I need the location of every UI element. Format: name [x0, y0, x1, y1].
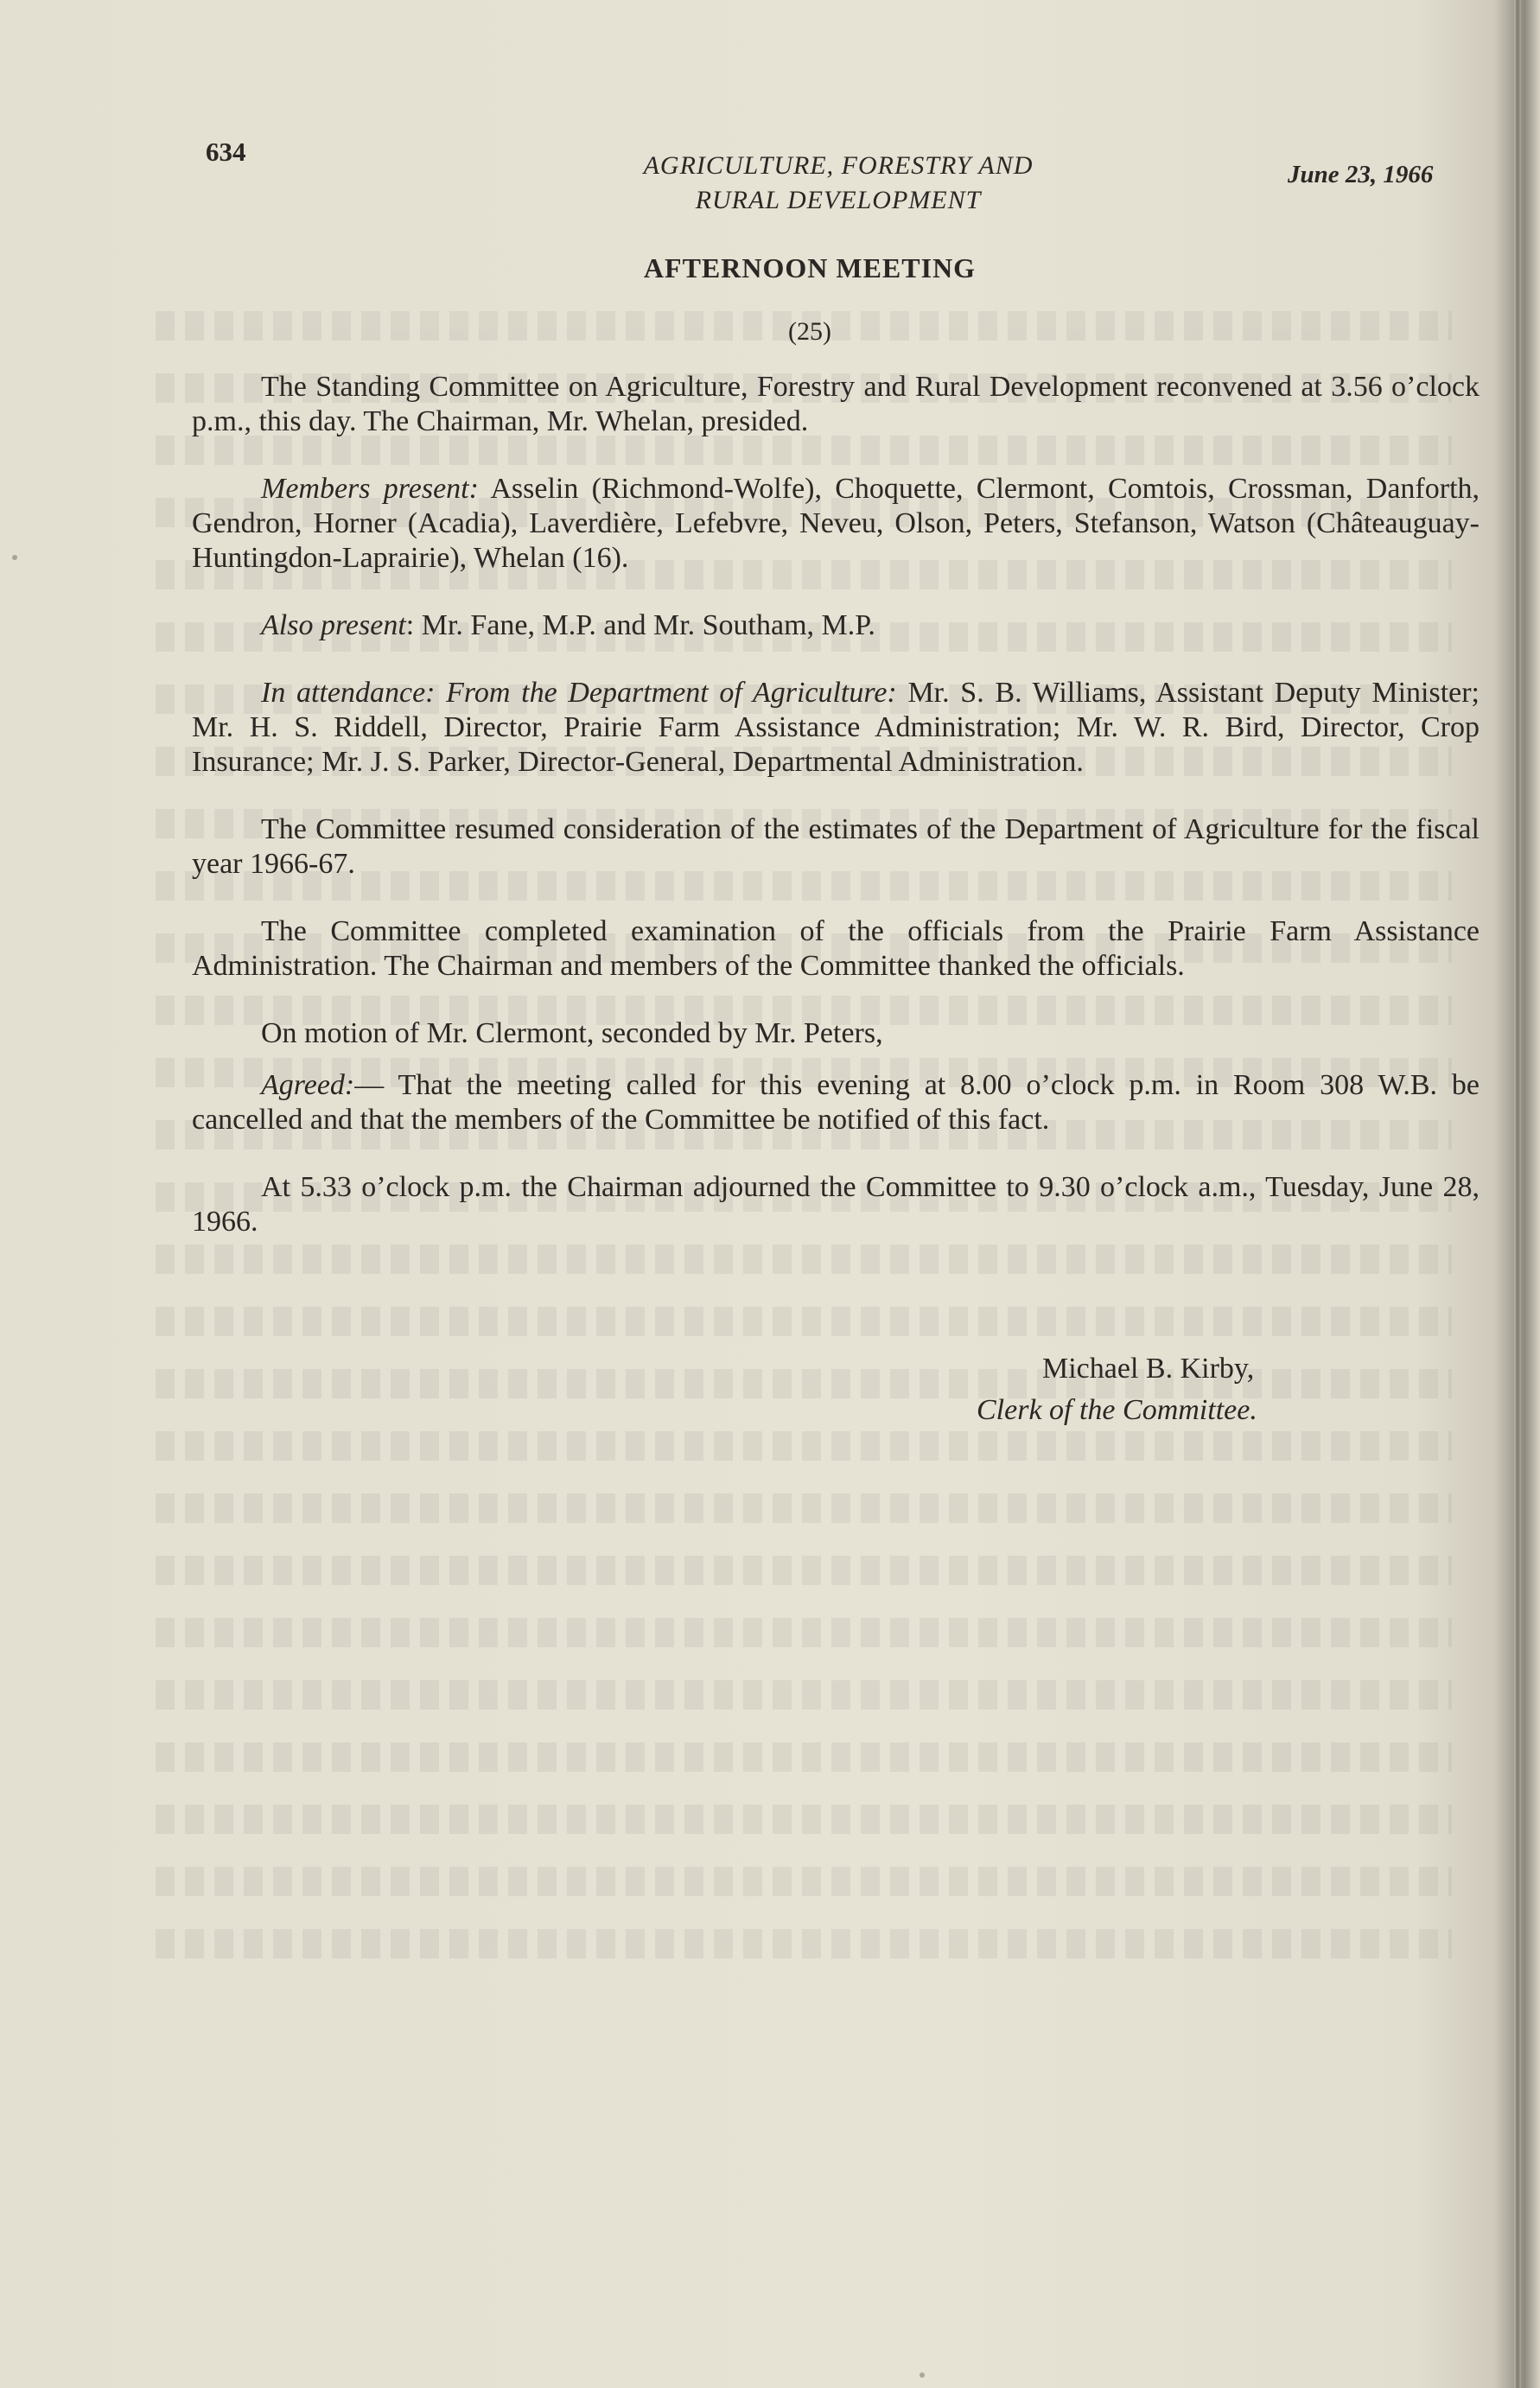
paper-speck — [920, 2372, 925, 2378]
paragraph-motion: On motion of Mr. Clermont, seconded by Mr. Peters, — [261, 1017, 883, 1049]
members-present-label: Members present: — [261, 473, 479, 505]
page-number: 634 — [206, 137, 246, 167]
page-header — [0, 130, 1540, 225]
running-title — [553, 149, 1123, 218]
paragraph-examination: The Committee completed examination of the officials from the Prairie Farm Assistance Administration. The Chairman and members of the Committee thanked the officials. — [192, 915, 1480, 982]
paragraph-agreed — [192, 1068, 1480, 1137]
agreed-label: Agreed: — [261, 1069, 355, 1101]
in-attendance-text: Mr. S. B. Williams, Assistant Deputy Minister; Mr. H. S. Riddell, Director, Prairie Farm Assistance Administration; Mr. W. R. Bird, Director, Crop Insurance; Mr. J. S. Parker, Director-General, Departmental Administration. — [192, 677, 1480, 778]
paragraph-reconvened: The Standing Committee on Agriculture, Forestry and Rural Development reconvened at 3.56 o’clock p.m., this day. The Chairman, Mr. Whelan, presided. — [192, 371, 1480, 437]
header-date: June 23, 1966 — [1288, 161, 1434, 188]
members-present-text: Asselin (Richmond-Wolfe), Choquette, Clermont, Comtois, Crossman, Danforth, Gendron, Horner (Acadia), Laverdière, Lefebvre, Neveu, Olson, Peters, Stefanson, Watson (Châteauguay-Huntingdon-Laprairie), Whelan (16). — [192, 473, 1480, 574]
running-title-line-1: AGRICULTURE, FORESTRY AND — [643, 151, 1034, 180]
paragraph-estimates: The Committee resumed consideration of the estimates of the Department of Agriculture for the fiscal year 1966-67. — [192, 813, 1480, 880]
paragraph-also-present — [192, 608, 1480, 643]
also-present-text: : Mr. Fane, M.P. and Mr. Southam, M.P. — [405, 609, 875, 641]
paragraph-members-present — [192, 472, 1480, 576]
meeting-number: (25) — [788, 317, 831, 346]
signature-block — [977, 1348, 1426, 1431]
paragraph-in-attendance — [192, 676, 1480, 780]
section-title: AFTERNOON MEETING — [643, 252, 977, 283]
clerk-title: Clerk of the Committee. — [977, 1394, 1257, 1426]
also-present-label: Also present — [261, 609, 406, 641]
paragraph-adjourned: At 5.33 o’clock p.m. the Chairman adjourned the Committee to 9.30 o’clock a.m., Tuesday, June 28, 1966. — [192, 1171, 1480, 1238]
running-title-line-2: RURAL DEVELOPMENT — [695, 186, 982, 214]
paper-speck — [12, 555, 17, 560]
in-attendance-label: In attendance: From the Department of Agriculture: — [261, 677, 897, 709]
agreed-text: — That the meeting called for this evening at 8.00 o’clock p.m. in Room 308 W.B. be cancelled and that the members of the Committee be notified of this fact. — [192, 1069, 1480, 1136]
minutes-body — [192, 251, 1480, 1272]
clerk-name: Michael B. Kirby, — [1042, 1353, 1255, 1385]
page-binding-edge — [1514, 0, 1521, 2388]
